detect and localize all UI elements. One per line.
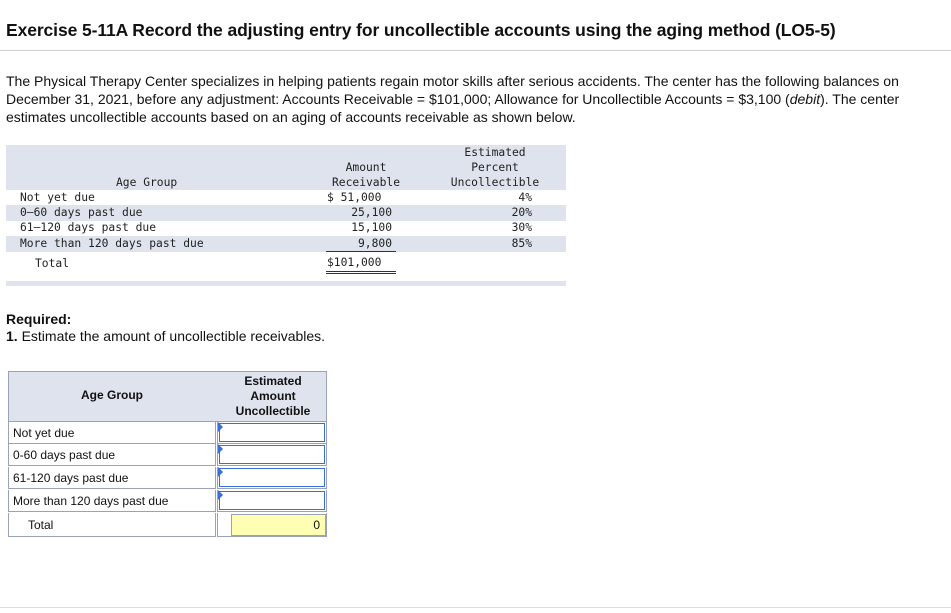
aging-footer-band (6, 281, 566, 286)
answer-header-age-group: Age Group (81, 388, 143, 402)
answer-header-amount-line3: Uncollectible (235, 404, 311, 418)
answer-row-label: 61-120 days past due (8, 467, 216, 489)
answer-input-not-yet-due[interactable] (217, 422, 327, 444)
required-item-1 (6, 328, 325, 344)
title-divider (0, 50, 951, 51)
aging-row-group: More than 120 days past due (20, 237, 204, 250)
required-item-number: 1. (6, 328, 18, 344)
answer-input-box[interactable] (219, 491, 325, 510)
aging-total-amount: $101,000 (327, 256, 382, 269)
answer-row-label: 0-60 days past due (8, 444, 216, 466)
answer-input-61-120-days[interactable] (217, 467, 327, 489)
aging-row-percent: 85% (511, 237, 532, 250)
total-double-underline-2 (326, 273, 396, 274)
intro-italic: debit (789, 91, 821, 107)
aging-row-group: Not yet due (20, 191, 95, 204)
aging-total-label: Total (35, 257, 70, 270)
aging-row-percent: 30% (511, 221, 532, 234)
aging-row-amount: 15,100 (351, 221, 392, 234)
aging-header-amount-1: Amount (345, 161, 387, 174)
input-marker-icon (218, 422, 223, 432)
aging-row-amount: 25,100 (351, 206, 392, 219)
intro-paragraph (6, 72, 936, 126)
answer-header-amount-line1: Estimated (244, 374, 302, 388)
answer-input-box[interactable] (219, 445, 325, 464)
aging-header-amount-2: Receivable (331, 176, 400, 189)
intro-text-after: ). The center estimates uncollectible accounts based on an aging of accounts receivable as shown below. (6, 91, 900, 125)
required-item-text: Estimate the amount of uncollectible receivables. (17, 328, 326, 344)
aging-row-amount: $ 51,000 (327, 191, 382, 204)
aging-table (6, 145, 566, 287)
answer-input-over-120-days[interactable] (217, 490, 327, 512)
total-double-underline-1 (326, 271, 396, 272)
aging-row-percent: 4% (518, 191, 532, 204)
input-marker-icon (218, 467, 223, 477)
answer-total-row (8, 513, 216, 537)
aging-row-amount: 9,800 (357, 237, 392, 250)
answer-row-label: More than 120 days past due (8, 490, 216, 512)
aging-row-percent: 20% (511, 206, 532, 219)
aging-header-est-1: Estimated (464, 146, 526, 159)
answer-header-amount (219, 374, 327, 419)
aging-header-est-2: Percent (471, 161, 519, 174)
exercise-title: Exercise 5-11A Record the adjusting entry for uncollectible accounts using the aging method (LO5-5) (6, 20, 836, 40)
bottom-divider (0, 607, 951, 608)
input-marker-icon (218, 490, 223, 500)
aging-row-group: 0–60 days past due (20, 206, 143, 219)
answer-total-value: 0 (231, 514, 326, 536)
required-heading: Required: (6, 311, 72, 327)
subtotal-underline (326, 251, 396, 252)
answer-input-box[interactable] (219, 423, 325, 442)
aging-header-age-group: Age Group (116, 176, 178, 189)
answer-row-label: Not yet due (8, 422, 216, 444)
aging-row-group: 61–120 days past due (20, 221, 157, 234)
answer-input-0-60-days[interactable] (217, 444, 327, 466)
aging-header-est-3: Uncollectible (450, 176, 540, 189)
answer-input-box[interactable] (219, 468, 325, 487)
answer-total-label: Total (28, 518, 54, 532)
answer-header-amount-line2: Amount (250, 389, 296, 403)
input-marker-icon (218, 444, 223, 454)
answer-table (8, 371, 327, 537)
intro-text-before: The Physical Therapy Center specializes in helping patients regain motor skills after serious accidents. The center has the following balances on December 31, 2021, before any adjustment: Accounts Receivable = $101,000; Allowance for Uncollectible Accounts = $3,100 ( (6, 73, 899, 107)
